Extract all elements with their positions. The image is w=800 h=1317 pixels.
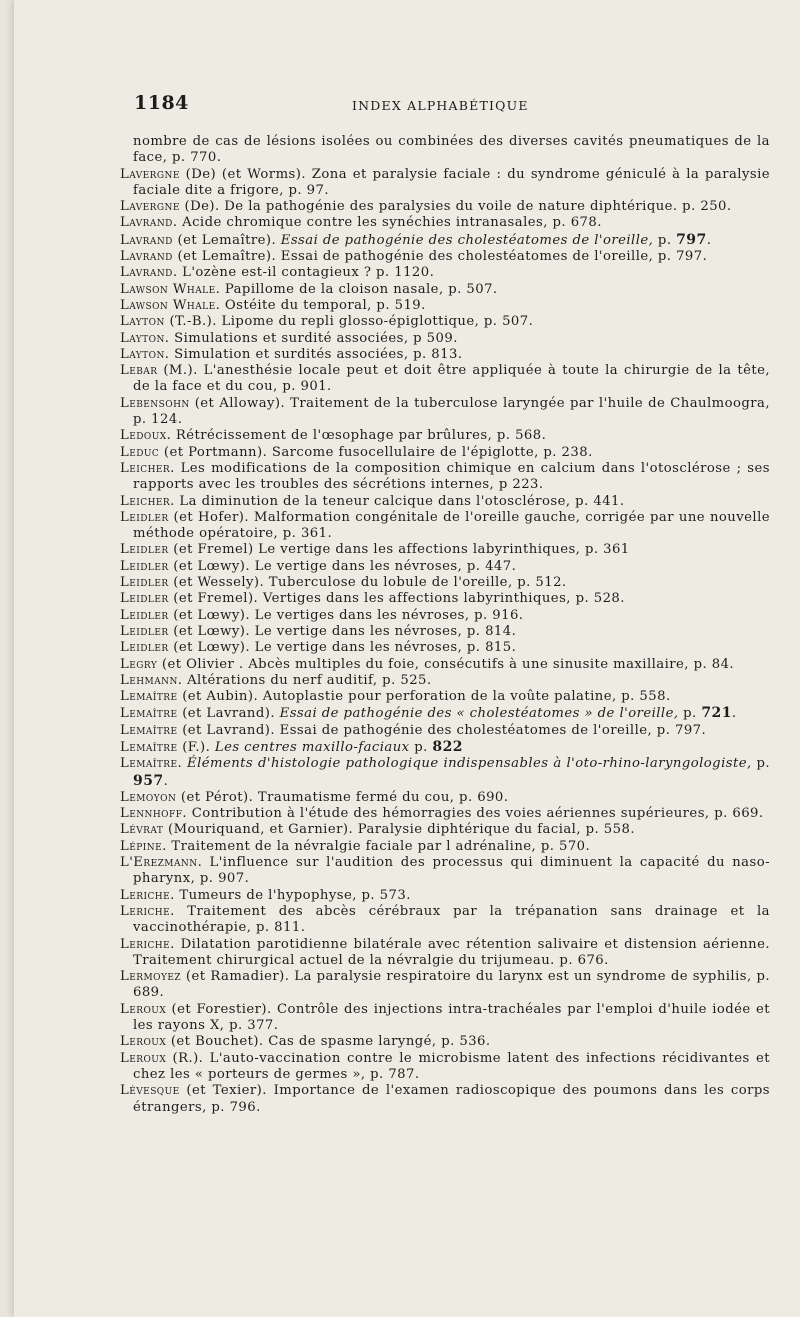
index-entry xyxy=(120,494,770,510)
author-name: Layton xyxy=(120,330,165,346)
author-name: Lévrat xyxy=(120,822,164,838)
author-name: Layton xyxy=(120,314,165,330)
entry-page-prefix: p. xyxy=(409,739,433,755)
index-entry xyxy=(120,969,770,1002)
entry-text: nombre de cas de lésions isolées ou combinées des diverses cavités pneumatiques de la face, p. 770. xyxy=(133,134,770,166)
entry-text: (Mouriquand, et Garnier). Paralysie diphtérique du facial, p. 558. xyxy=(163,822,635,838)
entry-text: . Dilatation parotidienne bilatérale avec rétention salivaire et distension aérienne. Traitement chirurgical actuel de la névralgie du trijumeau. p. 676. xyxy=(133,936,770,968)
entry-title-italic: Essai de pathogénie des cholestéatomes de l'oreille, xyxy=(280,232,654,248)
index-entry xyxy=(120,673,770,689)
entry-text: . Ostéite du temporal, p. 519. xyxy=(215,297,426,313)
index-entry xyxy=(120,689,770,705)
index-entry xyxy=(120,888,770,904)
entry-text: . L'influence sur l'audition des processus qui diminuent la capacité du naso-pharynx, p. 907. xyxy=(133,855,770,887)
entry-page-bold: 797 xyxy=(676,231,707,248)
index-entry xyxy=(120,1083,770,1116)
entry-title-italic: Essai de pathogénie des « cholestéatomes » de l'oreille, xyxy=(279,706,679,722)
entry-page-prefix: p. xyxy=(751,756,770,772)
index-entry-continuation xyxy=(120,134,770,167)
index-entry xyxy=(120,657,770,673)
entry-text: (et Wessely). Tuberculose du lobule de l'oreille, p. 512. xyxy=(168,575,567,591)
index-entry xyxy=(120,363,770,396)
entry-page-prefix: p. xyxy=(653,232,677,248)
author-name: Leidler xyxy=(120,623,169,639)
author-name: Leriche xyxy=(120,903,171,919)
author-name: Lavrand xyxy=(120,249,173,265)
author-name: Lermoyez xyxy=(120,969,182,985)
author-name: Leidler xyxy=(120,542,169,558)
entry-page-prefix: p. xyxy=(678,706,702,722)
author-name: Leroux xyxy=(120,1050,167,1066)
author-name: Layton xyxy=(120,346,165,362)
index-entry xyxy=(120,542,770,558)
index-entry xyxy=(120,461,770,494)
entry-text: . Tumeurs de l'hypophyse, p. 573. xyxy=(170,887,411,903)
entry-text: (et Hofer). Malformation congénitale de l'oreille gauche, corrigée par une nouvelle méthode opératoire, p. 361. xyxy=(133,509,770,542)
author-name: Lebensohn xyxy=(120,395,190,411)
index-entry xyxy=(120,314,770,330)
author-name: Lavrand xyxy=(120,215,173,231)
entry-tail: . xyxy=(731,706,737,722)
entry-text: (De). De la pathogénie des paralysies du voile de nature diphtérique. p. 250. xyxy=(179,199,732,215)
entry-text: (et Fremel) Le vertige dans les affections labyrinthiques, p. 361 xyxy=(168,542,630,558)
author-name: Legry xyxy=(120,656,158,672)
index-entry xyxy=(120,591,770,607)
entry-text: (T.-B.). Lipome du repli glosso-épiglottique, p. 507. xyxy=(164,314,534,330)
entry-text: . L'ozène est-il contagieux ? p. 1120. xyxy=(172,265,435,281)
author-name: Leicher xyxy=(120,460,171,476)
entry-text: (et Bouchet). Cas de spasme laryngé, p. 536. xyxy=(166,1034,491,1050)
running-title: INDEX ALPHABÉTIQUE xyxy=(352,98,529,113)
index-entry xyxy=(120,347,770,363)
entry-text: (R.). L'auto-vaccination contre le microbisme latent des infections récidivantes et chez les « porteurs de germes », p. 787. xyxy=(133,1050,770,1082)
entry-text: (et Lavrand). Essai de pathogénie des cholestéatomes de l'oreille, p. 797. xyxy=(177,722,707,738)
entry-text: (et Pérot). Traumatisme fermé du cou, p. 690. xyxy=(176,789,509,805)
author-name: Lavrand xyxy=(120,265,173,281)
index-entry xyxy=(120,510,770,543)
author-name: Lavergne xyxy=(120,166,180,182)
entry-text: (et Lemaître). Essai de pathogénie des cholestéatomes de l'oreille, p. 797. xyxy=(172,249,708,265)
index-entry xyxy=(120,1002,770,1035)
entry-text: (et Olivier . Abcès multiples du foie, consécutifs à une sinusite maxillaire, p. 84. xyxy=(157,656,735,672)
index-entry xyxy=(120,739,770,756)
entry-title-italic: Éléments d'histologie pathologique indispensables à l'oto-rhino-laryngologiste, xyxy=(187,756,752,772)
author-name: Leidler xyxy=(120,558,169,574)
entry-text: . Traitement des abcès cérébraux par la trépanation sans drainage et la vaccinothérapie, p. 811. xyxy=(133,903,770,936)
entry-text: (et Texier). Importance de l'examen radioscopique des poumons dans les corps étrangers, p. 796. xyxy=(133,1083,770,1115)
index-entry xyxy=(120,282,770,298)
index-entry xyxy=(120,705,770,722)
entry-text: . Simulations et surdité associées, p 509. xyxy=(164,330,458,346)
author-name: Lehmann xyxy=(120,672,178,688)
author-name: Leriche xyxy=(120,936,171,952)
index-entry xyxy=(120,822,770,838)
author-name: Leroux xyxy=(120,1001,167,1017)
author-name: Lévesque xyxy=(120,1083,180,1099)
index-entries xyxy=(120,134,770,1116)
index-entry xyxy=(120,215,770,231)
index-entry xyxy=(120,249,770,265)
entry-text: (et Lœwy). Le vertige dans les névroses, p. 815. xyxy=(168,640,517,656)
entry-text: (et Forestier). Contrôle des injections intra-trachéales par l'emploi d'huile iodée et les rayons X, p. 377. xyxy=(133,1001,770,1034)
author-name: Lemaître xyxy=(120,722,178,738)
entry-text: (et Lœwy). Le vertige dans les névroses, p. 814. xyxy=(168,623,517,639)
author-name: Lennhoff xyxy=(120,806,183,822)
entry-text: . Rétrécissement de l'œsophage par brûlures, p. 568. xyxy=(166,428,547,444)
index-entry xyxy=(120,396,770,429)
index-entry xyxy=(120,1051,770,1084)
entry-text: (De) (et Worms). Zona et paralysie faciale : du syndrome géniculé à la paralysie faciale dite a frigore, p. 97. xyxy=(133,166,770,198)
index-entry xyxy=(120,839,770,855)
author-name: Leidler xyxy=(120,509,169,525)
entry-text: (et Ramadier). La paralysie respiratoire du larynx est un syndrome de syphilis, p. 689. xyxy=(133,969,770,1001)
entry-page-bold: 721 xyxy=(701,705,732,722)
author-name: Lawson Whale xyxy=(120,281,216,297)
entry-text: . Acide chromique contre les synéchies intranasales, p. 678. xyxy=(172,215,602,231)
entry-tail: . xyxy=(706,232,712,248)
index-entry xyxy=(120,575,770,591)
entry-text: (et Fremel). Vertiges dans les affections labyrinthiques, p. 528. xyxy=(168,591,625,607)
author-name: Leroux xyxy=(120,1034,167,1050)
index-entry xyxy=(120,1034,770,1050)
entry-text: (et Lœwy). Le vertiges dans les névroses, p. 916. xyxy=(168,607,524,623)
index-entry xyxy=(120,445,770,461)
index-entry xyxy=(120,806,770,822)
index-entry xyxy=(120,559,770,575)
index-entry xyxy=(120,232,770,249)
index-entry xyxy=(120,640,770,656)
index-entry xyxy=(120,937,770,970)
entry-text: . Traitement de la névralgie faciale par l adrénaline, p. 570. xyxy=(162,838,591,854)
author-name: Leidler xyxy=(120,640,169,656)
entry-text: (et Portmann). Sarcome fusocellulaire de l'épiglotte, p. 238. xyxy=(159,444,593,460)
index-entry xyxy=(120,199,770,215)
author-name: Lemaître xyxy=(120,706,178,722)
author-name: Lemoyon xyxy=(120,789,177,805)
author-name: Leidler xyxy=(120,575,169,591)
page-header xyxy=(134,92,774,122)
entry-text: (M.). L'anesthésie locale peut et doit être appliquée à toute la chirurgie de la tête, de la face et du cou, p. 901. xyxy=(133,363,770,395)
index-entry xyxy=(120,904,770,937)
index-entry xyxy=(120,428,770,444)
entry-title-italic: Les centres maxillo-faciaux xyxy=(214,739,410,755)
entry-page-bold: 822 xyxy=(432,738,463,755)
index-entry xyxy=(120,723,770,739)
author-name: Leduc xyxy=(120,444,160,460)
author-name: Lemaître xyxy=(120,689,178,705)
author-name: L'Erezmann xyxy=(120,855,198,871)
author-name: Lavergne xyxy=(120,199,180,215)
author-name: Ledoux xyxy=(120,428,167,444)
author-name: Leidler xyxy=(120,607,169,623)
author-name: Leicher xyxy=(120,493,171,509)
author-name: Lawson Whale xyxy=(120,297,216,313)
author-name: Lebar xyxy=(120,363,158,379)
entry-text: . La diminution de la teneur calcique dans l'otosclérose, p. 441. xyxy=(170,493,625,509)
entry-text: . xyxy=(177,756,188,772)
index-entry xyxy=(120,265,770,281)
index-entry xyxy=(120,790,770,806)
entry-text: . Altérations du nerf auditif, p. 525. xyxy=(177,672,432,688)
index-entry xyxy=(120,624,770,640)
entry-text: . Les modifications de la composition chimique en calcium dans l'otosclérose ; ses rapports avec les troubles des sécrétions internes, p 223. xyxy=(133,460,770,493)
document-page xyxy=(14,0,800,1317)
author-name: Lemaître xyxy=(120,756,178,772)
author-name: Lavrand xyxy=(120,232,173,248)
author-name: Leidler xyxy=(120,591,169,607)
entry-text: (et Alloway). Traitement de la tuberculose laryngée par l'huile de Chaulmoogra, p. 124. xyxy=(133,395,770,428)
author-name: Lemaître xyxy=(120,739,178,755)
entry-tail: . xyxy=(163,773,169,789)
entry-text: (et Lemaître). xyxy=(172,232,281,248)
index-entry xyxy=(120,331,770,347)
index-entry xyxy=(120,756,770,790)
entry-page-bold: 957 xyxy=(133,772,164,789)
page-number: 1184 xyxy=(134,92,189,114)
entry-text: . Contribution à l'étude des hémorragies des voies aériennes supérieures, p. 669. xyxy=(182,806,764,822)
index-entry xyxy=(120,167,770,200)
index-entry xyxy=(120,298,770,314)
entry-text: (et Aubin). Autoplastie pour perforation de la voûte palatine, p. 558. xyxy=(177,689,671,705)
entry-text: (F.). xyxy=(177,739,215,755)
entry-text: . Papillome de la cloison nasale, p. 507. xyxy=(215,281,498,297)
entry-text: (et Lœwy). Le vertige dans les névroses, p. 447. xyxy=(168,558,517,574)
author-name: Lépine xyxy=(120,838,163,854)
author-name: Leriche xyxy=(120,887,171,903)
index-entry xyxy=(120,855,770,888)
entry-text: (et Lavrand). xyxy=(177,706,280,722)
index-entry xyxy=(120,608,770,624)
entry-text: . Simulation et surdités associées, p. 813. xyxy=(164,346,463,362)
